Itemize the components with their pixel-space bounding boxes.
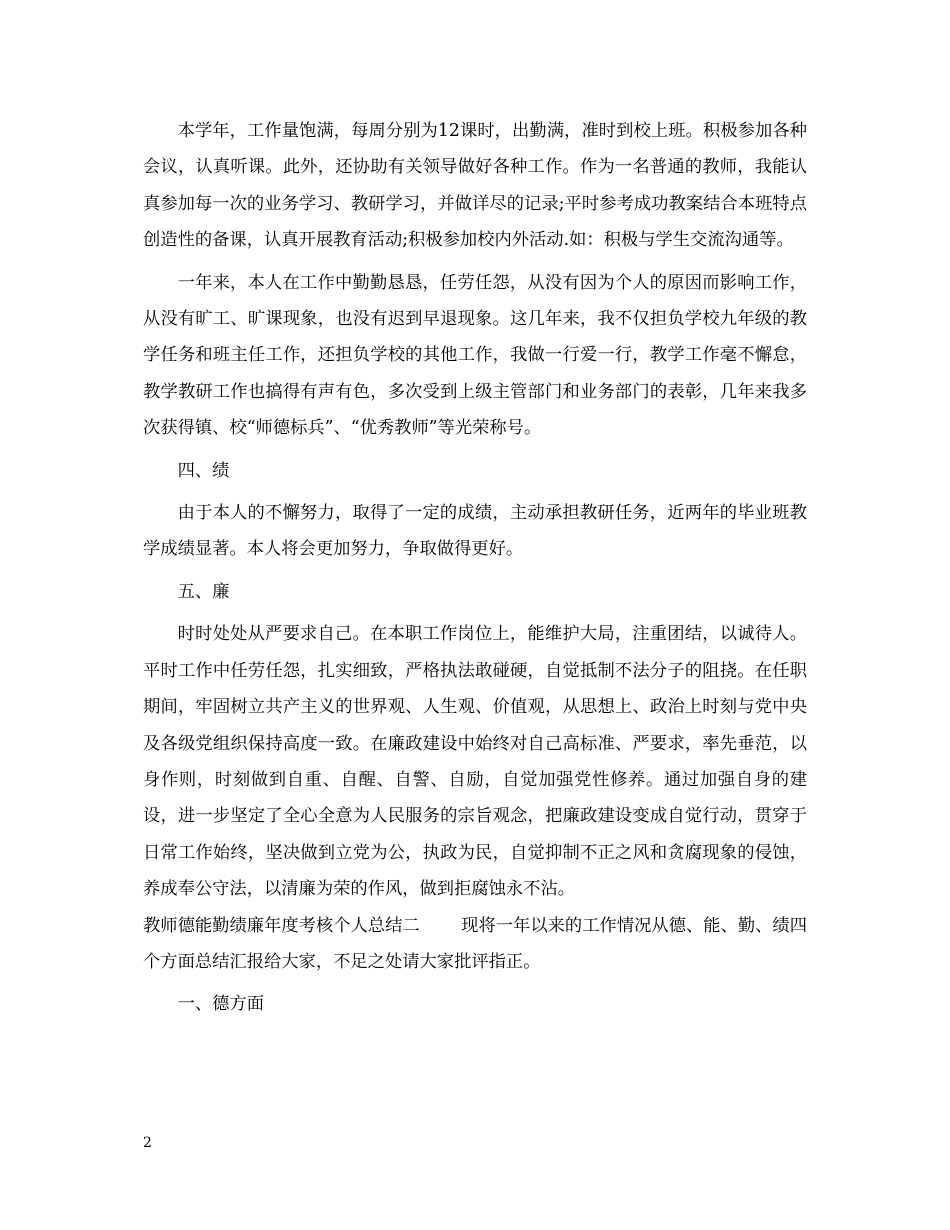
document-body [143,113,807,1023]
paragraph-diligence: 一年来，本人在工作中勤勤恳恳，任劳任怨，从没有因为个人的原因而影响工作，从没有旷工、旷课现象，也没有迟到早退现象。这几年来，我不仅担负学校九年级的教学任务和班主任工作，还担负学校的其他工作，我做一行爱一行，教学工作毫不懈怠，教学教研工作也搞得有声有色，多次受到上级主管部门和业务部门的表彰，几年来我多次获得镇、校“师德标兵”、“优秀教师”等光荣称号。 [143,272,807,439]
summary-intro: 现将一年以来的工作情况从德、能、勤、绩四个方面总结汇报给大家，不足之处请大家批评指正。 [143,915,807,972]
heading-morality: 一、德方面 [177,994,265,1015]
summary-title: 教师德能勤绩廉年度考核个人总结二 [143,915,420,936]
paragraph-workload: 本学年，工作量饱满，每周分别为12课时，出勤满，准时到校上班。积极参加各种会议，认真听课。此外，还协助有关领导做好各种工作。作为一名普通的教师，我能认真参加每一次的业务学习、教研学习，并做详尽的记录;平时参考成功教案结合本班特点创造性的备课，认真开展教育活动;积极参加校内外活动.如：积极与学生交流沟通等。 [143,121,807,251]
paragraph-achievement: 由于本人的不懈努力，取得了一定的成绩，主动承担教研任务，近两年的毕业班教学成绩显著。本人将会更加努力，争取做得更好。 [143,503,807,560]
page-number: 2 [143,1135,152,1151]
paragraph-integrity: 时时处处从严要求自己。在本职工作岗位上，能维护大局，注重团结，以诚待人。平时工作中任劳任怨，扎实细致，严格执法敢碰硬，自觉抵制不法分子的阻挠。在任职期间，牢固树立共产主义的世界观、人生观、价值观，从思想上、政治上时刻与党中央及各级党组织保持高度一致。在廉政建设中始终对自己高标准、严要求，率先垂范，以身作则，时刻做到自重、自醒、自警、自励，自觉加强党性修养。通过加强自身的建设，进一步坚定了全心全意为人民服务的宗旨观念，把廉政建设变成自觉行动，贯穿于日常工作始终，坚决做到立党为公，执政为民，自觉抑制不正之风和贪腐现象的侵蚀，养成奉公守法，以清廉为荣的作风，做到拒腐蚀永不沾。 [143,624,807,900]
paragraph-summary-two [143,908,807,981]
heading-integrity: 五、廉 [177,581,230,602]
heading-achievement: 四、绩 [177,460,230,481]
